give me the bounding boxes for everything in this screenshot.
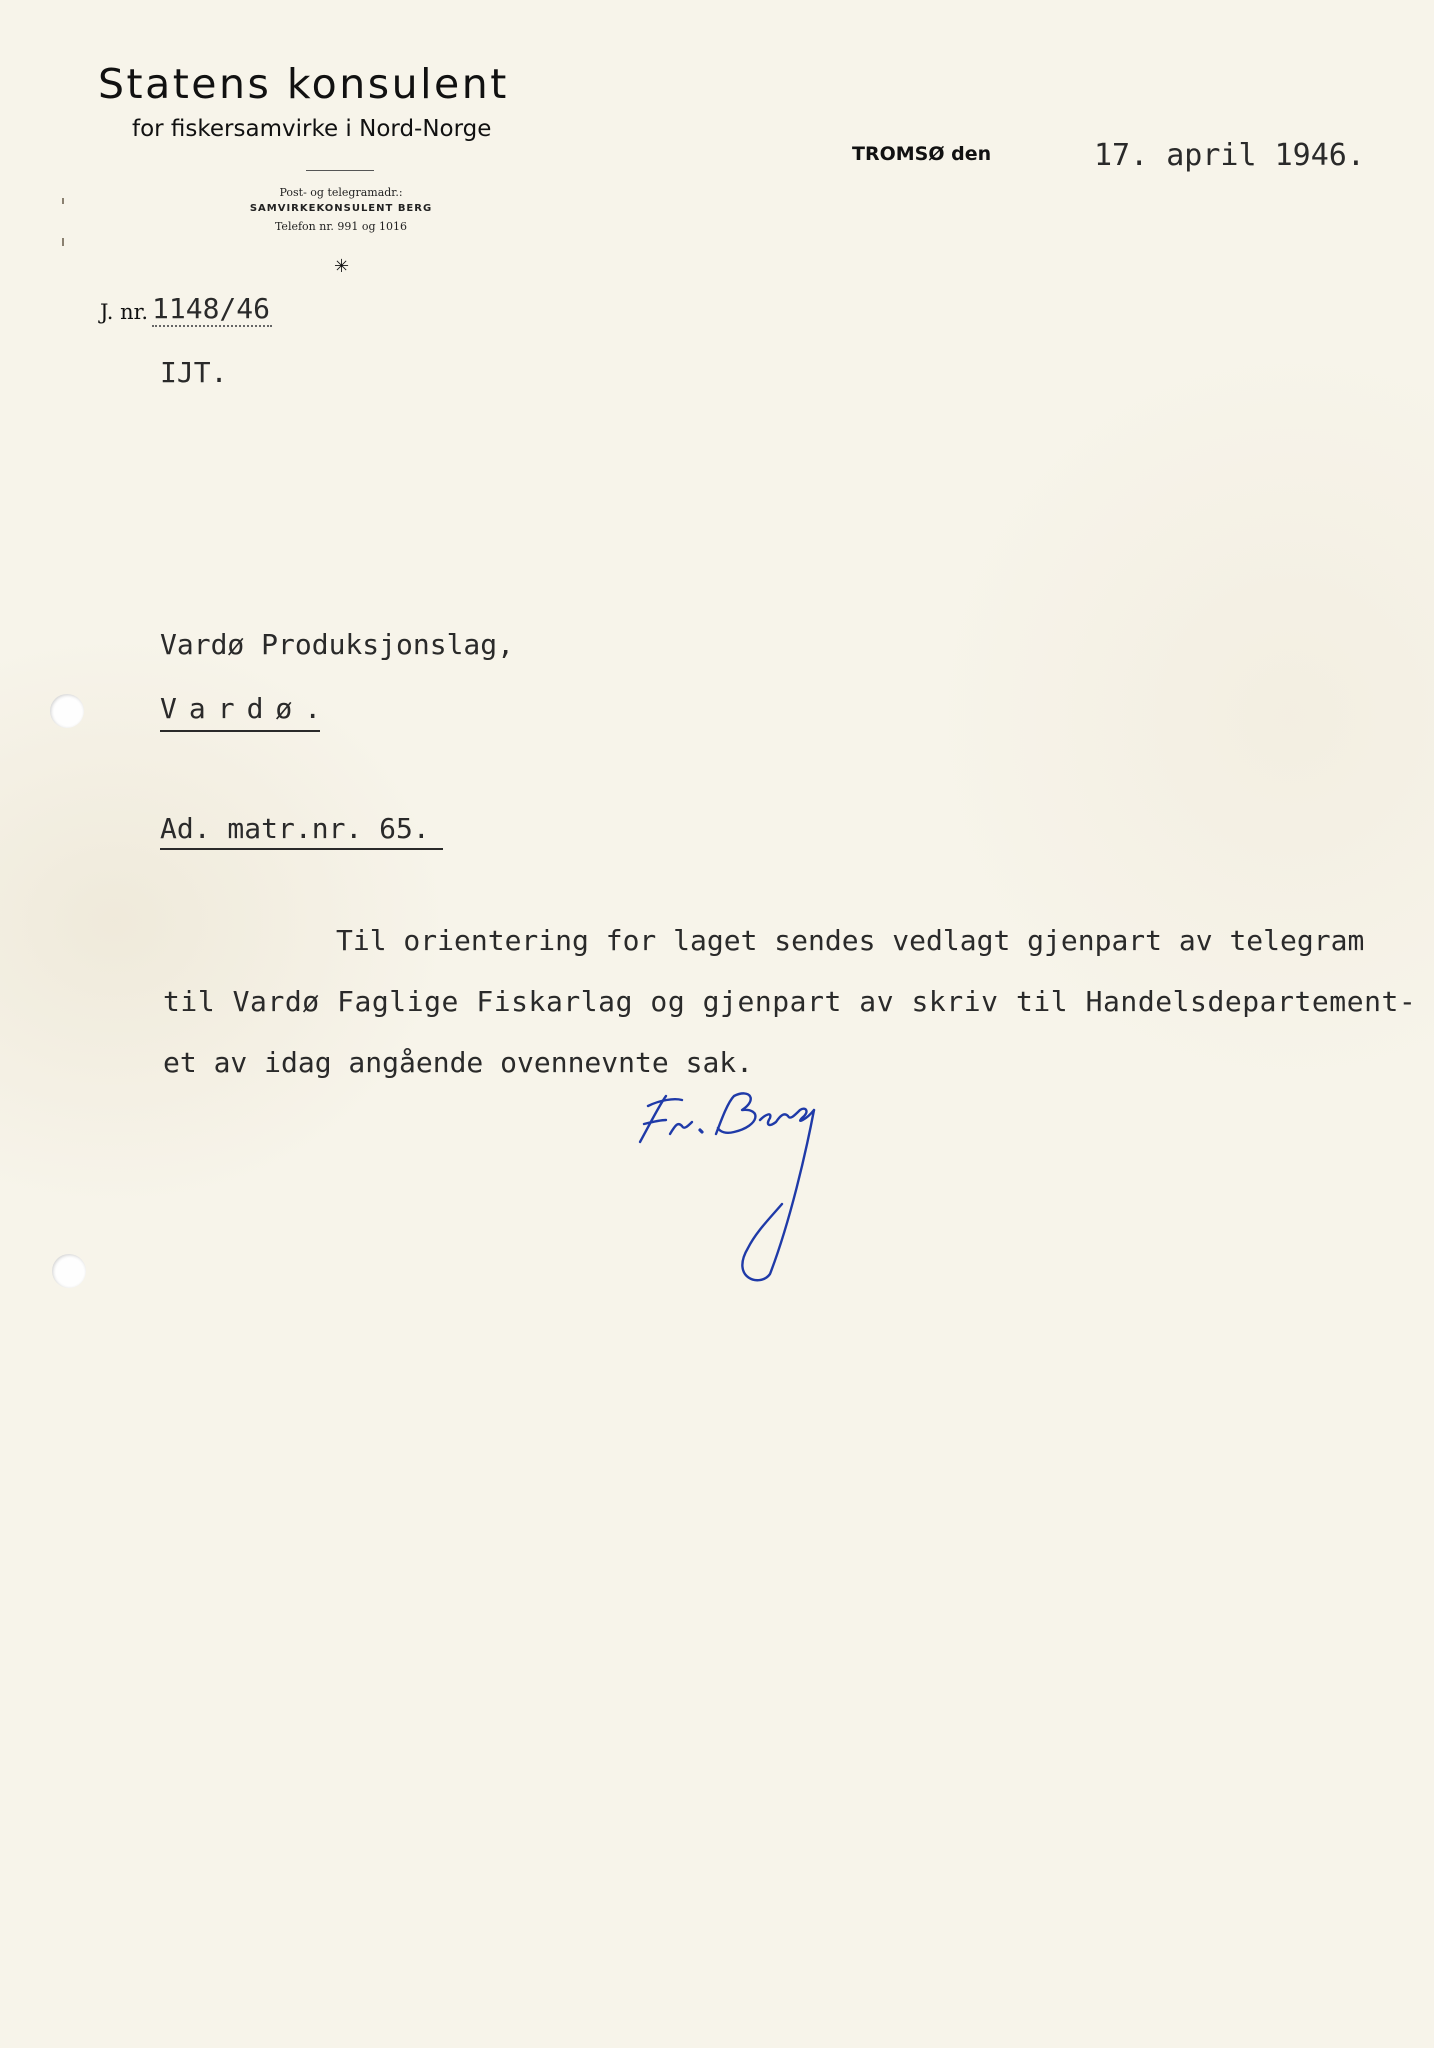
recipient-name: Vardø Produksjonslag,: [160, 628, 515, 661]
typist-initials: IJT.: [160, 356, 228, 389]
telephone-numbers: Telefon nr. 991 og 1016: [274, 220, 408, 233]
post-label: Post- og telegramadr.:: [279, 186, 403, 199]
body-line: til Vardø Faglige Fiskarlag og gjenpart av skriv til Handelsdepartement-: [163, 985, 1417, 1018]
journal-label: J. nr.: [100, 300, 149, 324]
asterisk-ornament-icon: ✳: [334, 256, 350, 277]
punch-hole: [50, 694, 84, 728]
reference-underline: [160, 848, 443, 850]
reference-line: Ad. matr.nr. 65.: [160, 812, 430, 845]
recipient-town-underline: [160, 730, 320, 732]
dateline-place: TROMSØ den: [852, 143, 992, 165]
dateline-date: 17. april 1946.: [1094, 138, 1365, 173]
journal-number: 1148/46: [152, 292, 271, 325]
punch-hole: [52, 1254, 86, 1288]
body-line: Til orientering for laget sendes vedlagt gjenpart av telegram: [336, 924, 1365, 957]
margin-mark: [62, 238, 64, 246]
letterhead-divider: [306, 170, 374, 171]
body-line: et av idag angående ovennevnte sak.: [163, 1046, 754, 1079]
letterhead-title: Statens konsulent: [98, 60, 509, 108]
recipient-town: Vardø.: [160, 692, 334, 725]
handwritten-signature: [630, 1082, 880, 1294]
telegram-address: SAMVIRKEKONSULENT BERG: [249, 203, 433, 214]
letterhead-subtitle: for fiskersamvirke i Nord-Norge: [132, 116, 492, 142]
